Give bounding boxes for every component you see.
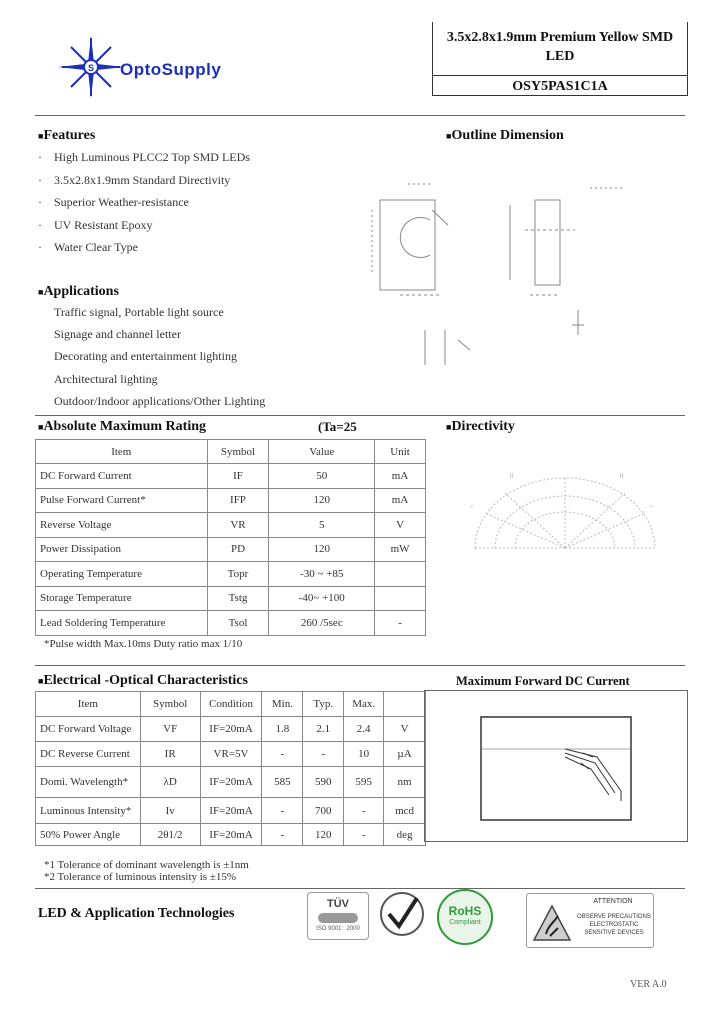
list-item: Signage and channel letter [54, 327, 181, 342]
svg-text:°: ° [650, 504, 653, 512]
list-item: · Superior Weather-resistance [38, 195, 189, 209]
table-cell: 10 [344, 742, 384, 767]
abs-max-condition: (Ta=25 [318, 419, 357, 434]
column-header: Unit [375, 440, 426, 464]
table-cell: 585 [262, 767, 303, 798]
max-current-chart [424, 690, 688, 842]
table-cell: -30 ~ +85 [269, 562, 375, 587]
starburst-icon [56, 36, 126, 98]
table-cell: λD [140, 767, 200, 798]
table-row [36, 537, 426, 562]
header-divider [35, 115, 685, 116]
svg-text:S: S [87, 63, 95, 73]
table-cell: V [375, 513, 426, 538]
table-cell: Luminous Intensity* [36, 798, 141, 824]
table-cell: - [262, 742, 303, 767]
table-cell: Pulse Forward Current* [36, 488, 208, 513]
table-cell: Reverse Voltage [36, 513, 208, 538]
table-cell: 2.1 [303, 717, 344, 742]
table-cell: mcd [384, 798, 426, 824]
table-cell: mA [375, 488, 426, 513]
list-item: Traffic signal, Portable light source [54, 305, 224, 319]
eo-note-2: *2 Tolerance of luminous intensity is ±15% [44, 871, 237, 883]
table-cell: IFP [207, 488, 269, 513]
table-cell: V [384, 717, 426, 742]
table-cell: - [303, 742, 344, 767]
table-row [36, 586, 426, 611]
table-row [36, 464, 426, 489]
attention-line-1: OBSERVE PRECAUTIONS [577, 914, 651, 920]
section-divider [35, 665, 685, 666]
list-item: Outdoor/Indoor applications/Other Lighting [54, 393, 266, 408]
table-cell: IF=20mA [200, 798, 262, 824]
attention-line-2: ELECTROSTATIC [589, 922, 639, 928]
features-heading: ■Features [38, 128, 96, 143]
table-cell: Topr [207, 562, 269, 587]
table-cell: Iv [140, 798, 200, 824]
table-cell: 5 [269, 513, 375, 538]
table-cell: -40~ +100 [269, 586, 375, 611]
eo-heading: ■Electrical -Optical Characteristics [38, 673, 248, 688]
table-row [36, 798, 426, 824]
table-cell: Tsol [207, 611, 269, 636]
max-current-heading: Maximum Forward DC Current [456, 674, 630, 688]
table-cell: VR=5V [200, 742, 262, 767]
column-header: Symbol [140, 692, 200, 717]
rohs-sublabel: Compliant [449, 919, 481, 926]
list-item: Architectural lighting [54, 371, 158, 386]
column-header: Condition [200, 692, 262, 717]
table-cell: IF [207, 464, 269, 489]
title-box [432, 22, 688, 96]
table-cell: Lead Soldering Temperature [36, 611, 208, 636]
column-header: Max. [344, 692, 384, 717]
iso-label: ISO 9001 : 2000 [316, 926, 360, 932]
directivity-heading: ■Directivity [446, 419, 515, 434]
footer-title: LED & Application Technologies [38, 906, 235, 921]
table-row [36, 513, 426, 538]
table-cell: 120 [269, 488, 375, 513]
table-cell: deg [384, 824, 426, 846]
features-list [38, 150, 250, 263]
table-cell: DC Forward Current [36, 464, 208, 489]
section-divider [35, 415, 685, 416]
table-cell: mW [375, 537, 426, 562]
table-cell: 700 [303, 798, 344, 824]
footer-divider [35, 888, 685, 889]
column-header: Item [36, 692, 141, 717]
product-title-line1: 3.5x2.8x1.9mm Premium Yellow SMD [446, 30, 674, 45]
table-cell: 2.4 [344, 717, 384, 742]
table-cell: - [262, 824, 303, 846]
table-cell: µA [384, 742, 426, 767]
rohs-label: RoHS [448, 904, 482, 918]
outline-drawing [360, 170, 640, 370]
table-row [36, 562, 426, 587]
table-cell: 1.8 [262, 717, 303, 742]
table-cell: IF=20mA [200, 824, 262, 846]
table-cell: Domi. Wavelength* [36, 767, 141, 798]
attention-line-3: SENSITIVE DEVICES [584, 930, 644, 936]
table-row [36, 717, 426, 742]
table-cell [375, 586, 426, 611]
list-item: · UV Resistant Epoxy [38, 217, 153, 232]
attention-title: ATTENTION [593, 898, 633, 905]
tuv-label: TÜV [327, 898, 349, 910]
list-item: · Water Clear Type [38, 240, 138, 254]
table-cell: PD [207, 537, 269, 562]
table-cell: 120 [303, 824, 344, 846]
version-label: VER A.0 [630, 979, 667, 990]
directivity-diagram [465, 468, 665, 568]
derating-plot [425, 691, 687, 841]
table-row [36, 611, 426, 636]
table-cell: Storage Temperature [36, 586, 208, 611]
column-header: Min. [262, 692, 303, 717]
svg-text:0: 0 [510, 472, 514, 480]
table-row [36, 767, 426, 798]
table-cell: Operating Temperature [36, 562, 208, 587]
tuv-band [318, 913, 358, 923]
table-cell: DC Forward Voltage [36, 717, 141, 742]
table-cell: IF=20mA [200, 767, 262, 798]
table-cell: IF=20mA [200, 717, 262, 742]
table-cell: - [344, 824, 384, 846]
product-title-line2: LED [545, 49, 575, 64]
table-cell: nm [384, 767, 426, 798]
table-cell: VF [140, 717, 200, 742]
eo-table [35, 691, 426, 846]
part-number: OSY5PAS1C1A [433, 75, 687, 95]
table-cell: 2θ1/2 [140, 824, 200, 846]
brand-name: OptoSupply [120, 60, 222, 79]
table-cell: - [375, 611, 426, 636]
table-cell: VR [207, 513, 269, 538]
table-row [36, 488, 426, 513]
table-cell: 50 [269, 464, 375, 489]
esd-attention-box [526, 893, 654, 948]
list-item: Decorating and entertainment lighting [54, 349, 237, 364]
applications-heading: ■Applications [38, 284, 119, 299]
table-cell: 50% Power Angle [36, 824, 141, 846]
table-cell: mA [375, 464, 426, 489]
column-header: Symbol [207, 440, 269, 464]
table-cell: - [262, 798, 303, 824]
eo-note-1: *1 Tolerance of dominant wavelength is ±1nm [44, 859, 249, 871]
column-header: Value [269, 440, 375, 464]
outline-heading: ■Outline Dimension [446, 128, 564, 143]
table-cell: 260 /5sec [269, 611, 375, 636]
tuv-cert-logo [307, 892, 369, 940]
table-cell: 595 [344, 767, 384, 798]
table-row [36, 824, 426, 846]
table-cell: IR [140, 742, 200, 767]
column-header: Item [36, 440, 208, 464]
table-cell: 120 [269, 537, 375, 562]
abs-max-note: *Pulse width Max.10ms Duty ratio max 1/10 [44, 638, 243, 650]
table-cell: Tstg [207, 586, 269, 611]
applications-list [54, 305, 265, 416]
brand-logo [56, 36, 276, 98]
table-cell: Power Dissipation [36, 537, 208, 562]
abs-max-table [35, 439, 426, 636]
abs-max-heading: ■Absolute Maximum Rating [38, 419, 206, 434]
svg-text:°: ° [470, 504, 473, 512]
list-item: · High Luminous PLCC2 Top SMD LEDs [38, 150, 250, 164]
column-header [384, 692, 426, 717]
list-item: · 3.5x2.8x1.9mm Standard Directivity [38, 172, 231, 187]
rohs-badge [437, 889, 493, 945]
table-row [36, 742, 426, 767]
column-header: Typ. [303, 692, 344, 717]
table-cell [375, 562, 426, 587]
svg-text:0: 0 [620, 472, 624, 480]
table-cell: 590 [303, 767, 344, 798]
esd-warning-icon [532, 904, 572, 942]
table-cell: DC Reverse Current [36, 742, 141, 767]
table-cell: - [344, 798, 384, 824]
certified-check-icon [375, 890, 429, 938]
